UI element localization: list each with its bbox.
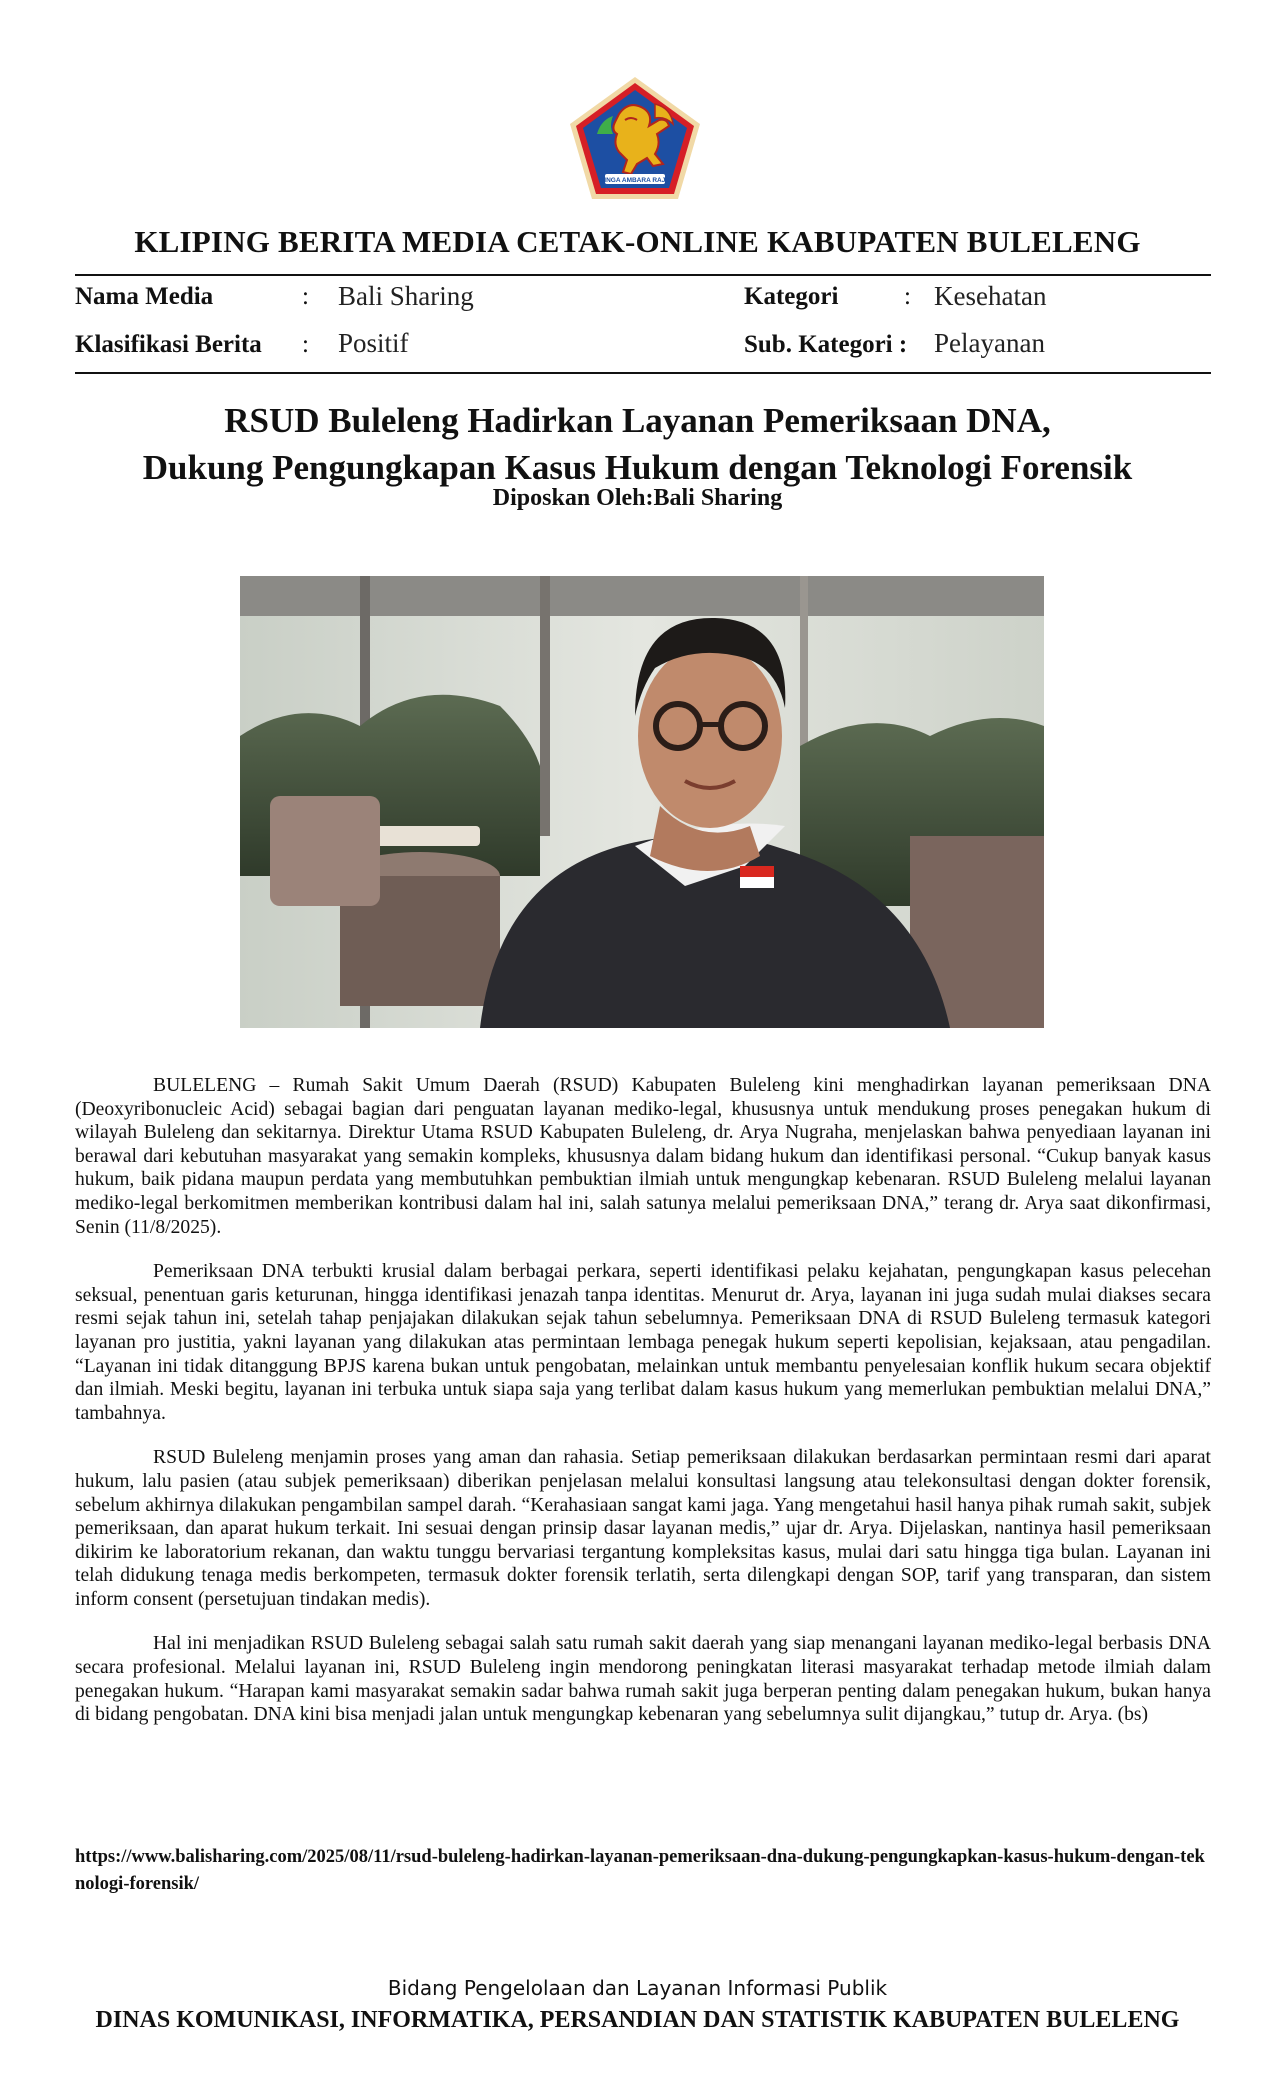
article-paragraph: RSUD Buleleng menjamin proses yang aman dan rahasia. Setiap pemeriksaan dilakukan berdasarkan permintaan resmi dari aparat hukum, lalu pasien (atau subjek pemeriksaan) diberikan penjelasan melalui konsultasi langsung atau telekonsultasi dengan dokter forensik, sebelum akhirnya dilakukan pengambilan sampel darah. “Kerahasiaan sangat kami jaga. Yang mengetahui hasil hanya pihak rumah sakit, subjek pemeriksaan, dan aparat hukum terkait. Ini sesuai dengan prinsip dasar layanan medis,” ujar dr. Arya. Dijelaskan, nantinya hasil pemeriksaan dikirim ke laboratorium rekanan, dan waktu tunggu bervariasi tergantung kompleksitas kasus, mulai dari satu hingga tiga bulan. Layanan ini telah didukung tenaga medis berkompeten, termasuk dokter forensik terlatih, serta dilengkapi dengan SOP, tarif yang transparan, dan sistem inform consent (persetujuan tindakan medis). <box>75 1447 1211 1610</box>
media-colon: : <box>302 283 309 310</box>
subcategory-label: Sub. Kategori : <box>744 331 908 358</box>
singa-ambara-raja-emblem-icon <box>567 74 703 202</box>
subcategory-value: Pelayanan <box>934 328 1045 358</box>
source-url-link[interactable]: https://www.balisharing.com/2025/08/11/rsud-buleleng-hadirkan-layanan-pemeriksaan-dna-dukung-pengungkapkan-kasus-hukum-dengan-teknologi-forensik/ <box>75 1847 1205 1894</box>
category-label: Kategori <box>744 283 839 310</box>
article-title-line1: RSUD Buleleng Hadirkan Layanan Pemeriksaan DNA, <box>224 401 1051 440</box>
article-body <box>75 1074 1211 1748</box>
category-value: Kesehatan <box>934 281 1047 311</box>
media-value: Bali Sharing <box>338 281 474 311</box>
article-paragraph: BULELENG – Rumah Sakit Umum Daerah (RSUD) Kabupaten Buleleng kini menghadirkan layanan pemeriksaan DNA (Deoxyribonucleic Acid) sebagai bagian dari penguatan layanan mediko-legal, khususnya untuk mendukung proses penegakan hukum di wilayah Buleleng dan sekitarnya. Direktur Utama RSUD Kabupaten Buleleng, dr. Arya Nugraha, menjelaskan bahwa penyediaan layanan ini berawal dari kebutuhan masyarakat yang semakin kompleks, khususnya dalam bidang hukum dan identifikasi personal. “Cukup banyak kasus hukum, baik pidana maupun perdata yang membutuhkan pembuktian ilmiah untuk mengungkap kebenaran. RSUD Buleleng melalui layanan mediko-legal berkomitmen memberikan kontribusi dalam hal ini, salah satunya melalui pemeriksaan DNA,” terang dr. Arya saat dikonfirmasi, Senin (11/8/2025). <box>75 1075 1211 1238</box>
article-paragraph: Hal ini menjadikan RSUD Buleleng sebagai salah satu rumah sakit daerah yang siap menangani layanan mediko-legal berbasis DNA secara profesional. Melalui layanan ini, RSUD Buleleng ingin mendorong peningkatan literasi masyarakat terhadap metode ilmiah dalam penegakan hukum. “Harapan kami masyarakat semakin sadar bahwa rumah sakit juga berperan penting dalam penegakan hukum, bukan hanya di bidang pengobatan. DNA kini bisa menjadi jalan untuk mengungkap kebenaran yang sebelumnya sulit dijangkau,” tutup dr. Arya. (bs) <box>75 1633 1211 1726</box>
article-photo <box>240 576 1044 1028</box>
article-byline: Diposkan Oleh:Bali Sharing <box>492 485 783 511</box>
emblem-motto: SINGA AMBARA RAJA <box>599 177 671 184</box>
article-paragraph: Pemeriksaan DNA terbukti krusial dalam berbagai perkara, seperti identifikasi pelaku kejahatan, pengungkapan kasus pelecehan seksual, penentuan garis keturunan, hingga identifikasi jenazah tanpa identitas. Menurut dr. Arya, layanan ini juga sudah mulai diakses secara resmi sejak tahun ini, setelah tahap penjajakan dilakukan sejak tahun sebelumnya. Pemeriksaan DNA di RSUD Buleleng termasuk kategori layanan pro justitia, yakni layanan yang dilakukan atas permintaan lembaga penegak hukum seperti kepolisian, kejaksaan, atau pengadilan. “Layanan ini tidak ditanggung BPJS karena bukan untuk pengobatan, melainkan untuk membantu penyelesaian konflik hukum secara objektif dan ilmiah. Meski begitu, layanan ini terbuka untuk siapa saja yang terlibat dalam kasus hukum yang memerlukan pembuktian melalui DNA,” tambahnya. <box>75 1261 1211 1424</box>
classification-colon: : <box>302 331 309 358</box>
footer-agency: DINAS KOMUNIKASI, INFORMATIKA, PERSANDIAN DAN STATISTIK KABUPATEN BULELENG <box>95 2007 1180 2033</box>
header-top-rule <box>75 274 1211 276</box>
clipping-header-title: KLIPING BERITA MEDIA CETAK-ONLINE KABUPATEN BULELENG <box>134 224 1141 259</box>
footer-division: Bidang Pengelolaan dan Layanan Informasi Publik <box>387 1976 888 2000</box>
category-colon: : <box>904 283 911 310</box>
header-bottom-rule <box>75 372 1211 374</box>
classification-value: Positif <box>338 328 409 358</box>
media-label: Nama Media <box>75 283 214 310</box>
classification-label: Klasifikasi Berita <box>75 331 262 358</box>
article-title-line2: Dukung Pengungkapan Kasus Hukum dengan Teknologi Forensik <box>142 448 1133 487</box>
article-title <box>75 397 1200 491</box>
